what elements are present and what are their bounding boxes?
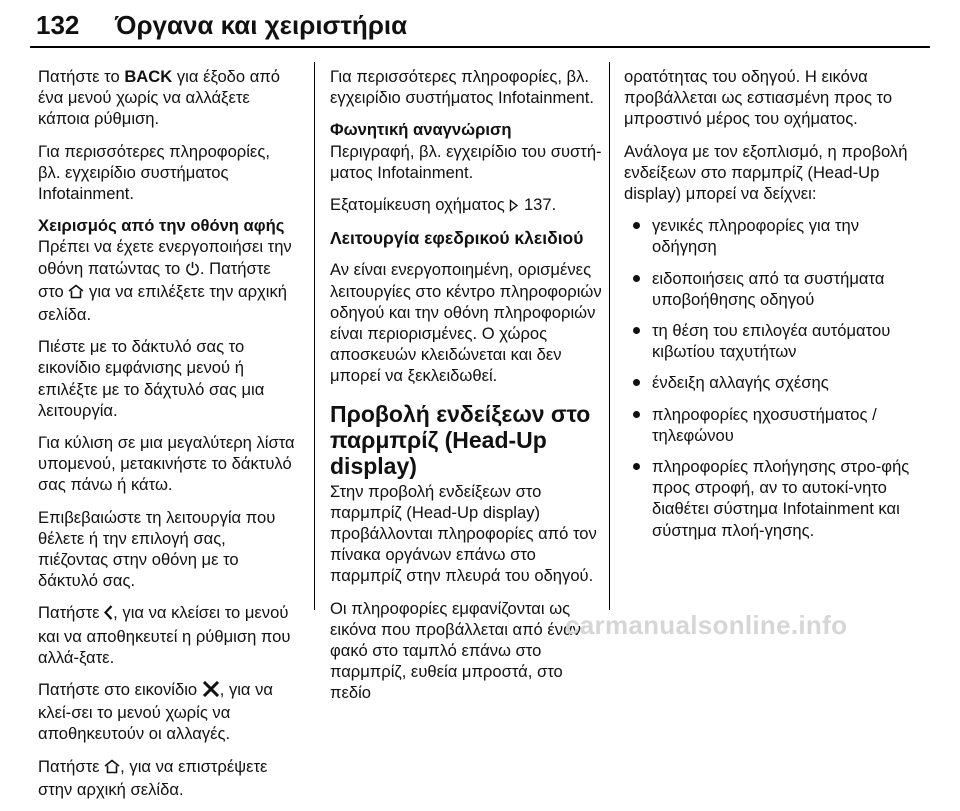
paragraph-hud-intro: Στην προβολή ενδείξεων στο παρμπρίζ (Head-Up display) προβάλλονται πληροφορίες από τον πίνακα οργάνων επάνω στο παρμπρίζ στην πλευρά του οδηγού. (330, 481, 597, 586)
hud-info-list (624, 215, 924, 541)
paragraph-personalization (330, 194, 605, 217)
column-divider-1 (314, 62, 315, 610)
list-item (624, 268, 924, 310)
paragraph-back (38, 66, 296, 130)
list-item (624, 404, 924, 446)
column-divider-2 (609, 62, 610, 610)
bullet-icon (633, 222, 640, 229)
heading-voice-recognition: Φωνητική αναγνώριση (330, 120, 512, 140)
paragraph-touch-activate (38, 236, 296, 325)
home-icon (68, 283, 84, 304)
list-item-text: πληροφορίες ηχοσυστήματος / τηλεφώνου (652, 404, 877, 445)
paragraph-back-save (38, 602, 296, 668)
list-item-text: γενικές πληροφορίες για την οδήγηση (652, 216, 860, 257)
paragraph-more-info: Για περισσότερες πληροφορίες, βλ. εγχειρίδιο συστήματος Infotainment. (330, 67, 594, 108)
page-header (0, 0, 960, 58)
list-item (624, 215, 924, 257)
home-icon (104, 758, 120, 779)
bullet-icon (633, 275, 640, 282)
list-item (624, 456, 924, 541)
bullet-icon (633, 327, 640, 334)
bullet-icon (633, 411, 640, 418)
heading-head-up-display: Προβολή ενδείξεων στο παρμπρίζ (Head-Up display) (330, 400, 591, 479)
text: Πατήστε στο εικονίδιο (38, 680, 202, 700)
power-icon (185, 260, 200, 281)
header-rule (30, 46, 930, 48)
close-x-icon (202, 681, 220, 702)
paragraph-close-x (38, 679, 296, 745)
column-3 (624, 66, 924, 551)
back-arrow-icon (104, 604, 113, 625)
reference-arrow-icon (509, 196, 519, 217)
text: , για να επιστρέψετε στην αρχική σελίδα. (38, 756, 268, 799)
paragraph-confirm: Επιβεβαιώστε τη λειτουργία που θέλετε ή την επιλογή σας, πιέζοντας στην οθόνη με το δάκτυλό σας. (38, 507, 276, 591)
back-keyword: BACK (124, 67, 173, 86)
list-item (624, 320, 924, 362)
text: 137. (519, 195, 557, 215)
text: για να επιλέξετε την αρχική σελίδα. (38, 281, 287, 325)
text: Εξατομίκευση οχήματος (330, 195, 510, 215)
heading-touchscreen: Χειρισμός από την οθόνη αφής (38, 216, 285, 236)
paragraph-more-info: Για περισσότερες πληροφορίες, βλ. εγχειρίδιο συστήματος Infotainment. (38, 141, 270, 204)
list-item-text: τη θέση του επιλογέα αυτόματου κιβωτίου ταχυτήτων (652, 321, 891, 362)
list-item-text: ειδοποιήσεις από τα συστήματα υποβοήθησης οδηγού (652, 268, 885, 309)
column-1 (38, 66, 296, 811)
column-2 (330, 66, 605, 715)
text: Πατήστε (38, 756, 105, 776)
paragraph-scroll: Για κύλιση σε μια μεγαλύτερη λίστα υπομενού, μετακινήστε το δάκτυλό σας πάνω ή κάτω. (38, 433, 295, 495)
paragraph-hud-projection: Οι πληροφορίες εμφανίζονται ως εικόνα που προβάλλεται από έναν φακό στο ταμπλό επάνω στο παρμπρίζ, ευθεία μπροστά, στο πεδίο (330, 598, 581, 703)
heading-valet-mode: Λειτουργία εφεδρικού κλειδιού (330, 228, 584, 249)
bullet-icon (633, 463, 640, 470)
chapter-title: Όργανα και χειριστήρια (115, 10, 408, 40)
text: , για να κλείσει το μενού και να αποθηκευτεί η ρύθμιση που αλλά-ξατε. (38, 603, 291, 667)
bullet-icon (633, 379, 640, 386)
paragraph-voice-desc: Περιγραφή, βλ. εγχειρίδιο του συστή-ματος Infotainment. (330, 141, 602, 182)
text: Πρέπει να έχετε ενεργοποιήσει την οθόνη πατώντας το (38, 237, 292, 278)
paragraph-touch-icon: Πιέστε με το δάκτυλό σας το εικονίδιο εμφάνισης μενού ή επιλέξτε με το δάχτυλό σας μια λειτουργία. (38, 337, 265, 420)
paragraph-hud-equipment: Ανάλογα με τον εξοπλισμό, η προβολή ενδείξεων στο παρμπρίζ (Head-Up display) μπορεί να δείχνει: (624, 141, 908, 204)
text: Πατήστε το (38, 67, 125, 86)
text: , για να κλεί-σει το μενού χωρίς να αποθηκευτούν οι αλλαγές. (38, 680, 274, 744)
text: . Πατήστε στο (38, 258, 271, 301)
watermark: carmanualsonline.info (565, 610, 848, 640)
paragraph-hud-visibility: ορατότητας του οδηγού. Η εικόνα προβάλλεται ως εστιασμένη προς το μπροστινό μέρος του οχήματος. (624, 67, 893, 129)
page-number: 132 (36, 10, 80, 40)
list-item-text: ένδειξη αλλαγής σχέσης (652, 373, 829, 393)
text: για έξοδο από ένα μενού χωρίς να αλλάξετε κάποια ρύθμιση. (38, 67, 281, 129)
list-item (624, 372, 924, 393)
paragraph-home-return (38, 756, 296, 800)
paragraph-valet-desc: Αν είναι ενεργοποιημένη, ορισμένες λειτουργίες στο κέντρο πληροφοριών οδηγού και την οθόνη πληροφοριών είναι περιορισμένες. Ο χώρος αποσκευών κλειδώνεται και δεν μπορεί να ξεκλειδωθεί. (330, 260, 602, 386)
list-item-text: πληροφορίες πλοήγησης στρο-φής προς στροφή, αν το αυτοκί-νητο διαθέτει σύστημα Infotainment και σύστημα πλοή-γησης. (652, 457, 910, 540)
text: Πατήστε (38, 603, 105, 623)
